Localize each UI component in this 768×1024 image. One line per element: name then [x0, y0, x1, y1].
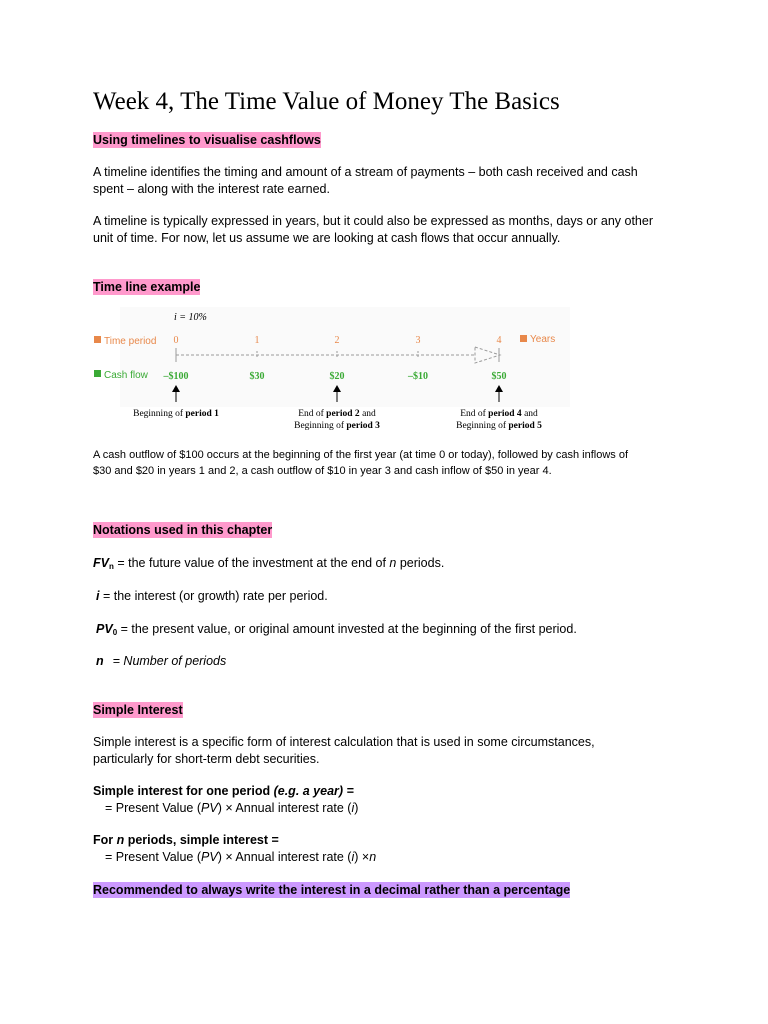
time-period-1: 1: [254, 335, 260, 346]
interest-rate-label: i = 10%: [174, 312, 207, 323]
paragraph-line: particularly for short-term debt securities.: [93, 752, 320, 766]
cash-flow-value: $20: [329, 371, 345, 382]
notation-text: = the interest (or growth) rate per period.: [99, 589, 328, 603]
recommendation-text: Recommended to always write the interest in a decimal rather than a percentage: [93, 883, 571, 897]
section-heading-notations: [93, 522, 272, 538]
heading-text: Notations used in this chapter: [93, 523, 273, 537]
notation-text: = the present value, or original amount invested at the beginning of the first period.: [117, 622, 577, 636]
simple-interest-n-periods-label: [93, 832, 279, 848]
formula-text: = Present Value (: [105, 801, 202, 815]
section-heading-example: [93, 279, 200, 295]
annotation-beginning-period-3: Beginning of period 3: [294, 421, 380, 431]
simple-interest-one-period-label: [93, 783, 354, 799]
caption-line: $30 and $20 in years 1 and 2, a cash outflow of $10 in year 3 and cash inflow of $50 in year 4.: [93, 465, 552, 477]
formula-text: ) × Annual interest rate (: [217, 850, 352, 864]
timeline-units-paragraph: [93, 213, 693, 247]
formula-text: i: [351, 801, 355, 815]
notation-text: periods.: [396, 556, 445, 570]
caption-line: A cash outflow of $100 occurs at the beginning of the first year (at time 0 or today), followed by cash inflows of: [93, 449, 629, 461]
paragraph-line: spent – along with the interest rate earned.: [93, 182, 330, 196]
time-period-legend-swatch: [94, 336, 101, 343]
time-period-4: 4: [496, 335, 502, 346]
notation-text: n: [389, 556, 397, 570]
label-text: n: [116, 833, 125, 847]
timeline-definition-paragraph: [93, 164, 693, 198]
pv-subscript: 0: [112, 628, 118, 637]
time-period-2: 2: [334, 335, 340, 346]
annotation-beginning-period-5: Beginning of period 5: [456, 421, 542, 431]
notation-text: = Number of periods: [112, 654, 227, 668]
notation-i: [96, 588, 328, 604]
heading-text: Using timelines to visualise cashflows: [93, 133, 321, 147]
recommendation-note: [93, 882, 570, 898]
formula-text: n: [369, 850, 377, 864]
fv-subscript: n: [108, 562, 114, 571]
paragraph-line: A timeline identifies the timing and amount of a stream of payments – both cash received and cash: [93, 165, 638, 179]
heading-text: Time line example: [93, 280, 201, 294]
cash-flow-value: $50: [491, 371, 507, 382]
label-text: Simple interest for one period: [93, 784, 274, 798]
notation-n: [96, 653, 226, 669]
cash-flow-value: $30: [249, 371, 265, 382]
simple-interest-n-periods-formula: [93, 849, 376, 865]
n-symbol: n: [96, 654, 104, 668]
simple-interest-paragraph: [93, 734, 693, 768]
formula-text: ) ×: [354, 850, 370, 864]
years-label: Years: [530, 334, 556, 345]
time-period-label: Time period: [104, 336, 157, 347]
annotation-end-period-2: End of period 2 and: [298, 409, 376, 419]
cash-flow-label: Cash flow: [104, 370, 148, 381]
cash-flow-legend-swatch: [94, 370, 101, 377]
annotation-end-period-4: End of period 4 and: [460, 409, 538, 419]
notation-pv: [96, 621, 577, 641]
timeline-example-caption: [93, 447, 693, 479]
paragraph-line: A timeline is typically expressed in years, but it could also be expressed as months, days or any other: [93, 214, 654, 228]
formula-text: = Present Value (: [105, 850, 202, 864]
heading-text: Simple Interest: [93, 703, 183, 717]
fv-symbol: FV: [93, 556, 109, 570]
time-period-0: 0: [173, 335, 179, 346]
i-symbol: i: [96, 589, 100, 603]
notation-fv: [93, 555, 444, 575]
paragraph-line: unit of time. For now, let us assume we are looking at cash flows that occur annually.: [93, 231, 561, 245]
annotation-beginning-period-1: Beginning of period 1: [133, 409, 219, 419]
cash-flow-value: –$10: [408, 371, 428, 382]
section-heading-simple-interest: [93, 702, 183, 718]
formula-text: i: [351, 850, 355, 864]
formula-text: PV: [201, 801, 218, 815]
pv-symbol: PV: [96, 622, 113, 636]
simple-interest-one-period-formula: [93, 800, 358, 816]
label-text: periods, simple interest =: [124, 833, 279, 847]
page-title: Week 4, The Time Value of Money The Basics: [93, 88, 560, 115]
timeline-figure: [90, 305, 570, 435]
formula-text: ): [354, 801, 359, 815]
cash-flow-value: –$100: [163, 371, 189, 382]
paragraph-line: Simple interest is a specific form of interest calculation that is used in some circumstances,: [93, 735, 595, 749]
formula-text: PV: [201, 850, 218, 864]
section-heading-timelines: [93, 132, 321, 148]
years-legend-swatch: [520, 335, 527, 342]
label-text: (e.g. a year) =: [273, 784, 354, 798]
label-text: For: [93, 833, 117, 847]
time-period-3: 3: [415, 335, 421, 346]
formula-text: ) × Annual interest rate (: [217, 801, 352, 815]
notation-text: = the future value of the investment at the end of: [113, 556, 390, 570]
